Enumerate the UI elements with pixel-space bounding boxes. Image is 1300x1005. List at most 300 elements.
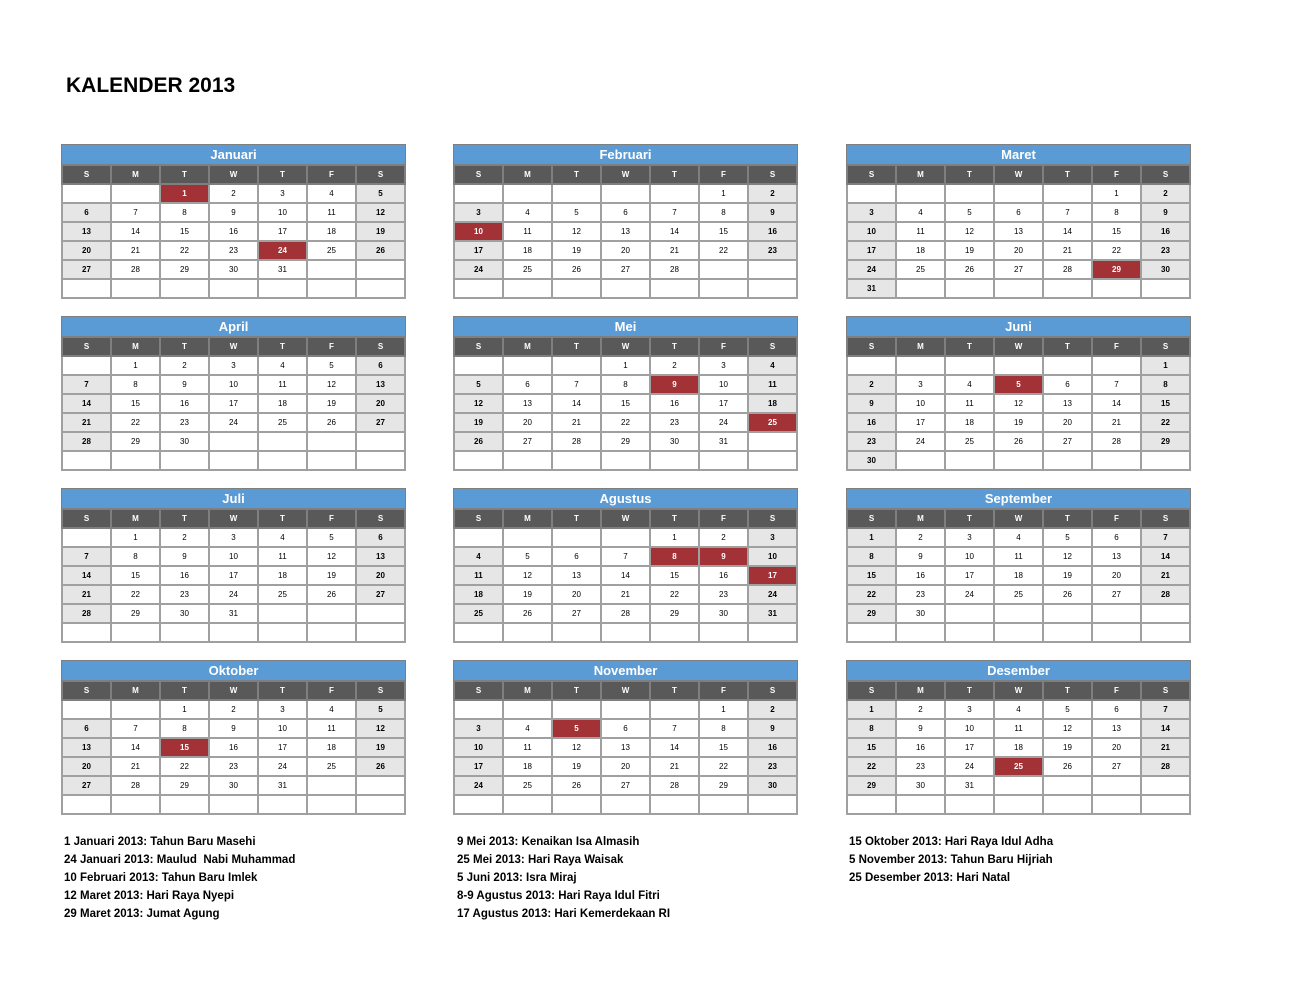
day-cell: 26: [994, 432, 1043, 451]
day-cell: 3: [209, 528, 258, 547]
holiday-day-cell: 10: [454, 222, 503, 241]
week-row: [62, 738, 405, 757]
month-title: Maret: [846, 144, 1191, 164]
day-cell: 18: [945, 413, 994, 432]
day-cell: 4: [258, 356, 307, 375]
day-cell: 26: [307, 413, 356, 432]
day-cell: 26: [945, 260, 994, 279]
day-cell: 13: [503, 394, 552, 413]
week-row: [847, 776, 1190, 795]
weekday-label: T: [650, 337, 699, 356]
week-row: [847, 241, 1190, 260]
day-cell: 19: [1043, 738, 1092, 757]
empty-cell: [699, 279, 748, 298]
holiday-notes-column-2: [457, 833, 670, 923]
day-cell: 7: [1141, 700, 1190, 719]
month-oktober: [61, 660, 406, 815]
day-cell: 8: [601, 375, 650, 394]
empty-cell: [160, 279, 209, 298]
empty-cell: [454, 279, 503, 298]
empty-cell: [111, 795, 160, 814]
day-cell: 5: [307, 528, 356, 547]
weekday-label: T: [258, 509, 307, 528]
day-cell: 25: [454, 604, 503, 623]
weekday-label: M: [896, 165, 945, 184]
empty-cell: [307, 623, 356, 642]
day-cell: 6: [356, 356, 405, 375]
day-cell: 19: [945, 241, 994, 260]
empty-cell: [1043, 776, 1092, 795]
day-cell: 19: [994, 413, 1043, 432]
day-cell: 14: [1141, 719, 1190, 738]
day-cell: 12: [356, 203, 405, 222]
holiday-note: 10 Februari 2013: Tahun Baru Imlek: [64, 872, 258, 884]
day-cell: 5: [552, 203, 601, 222]
day-cell: 5: [356, 184, 405, 203]
empty-cell: [1043, 451, 1092, 470]
week-row: [454, 241, 797, 260]
day-cell: 13: [1092, 719, 1141, 738]
weekday-label: F: [699, 337, 748, 356]
empty-cell: [601, 700, 650, 719]
day-cell: 22: [847, 585, 896, 604]
day-cell: 10: [748, 547, 797, 566]
day-cell: 14: [650, 738, 699, 757]
day-cell: 6: [552, 547, 601, 566]
month-november: [453, 660, 798, 815]
day-cell: 12: [307, 547, 356, 566]
day-cell: 17: [209, 566, 258, 585]
month-table: [61, 508, 406, 643]
week-row: [62, 776, 405, 795]
day-cell: 27: [62, 776, 111, 795]
day-cell: 17: [699, 394, 748, 413]
day-cell: 25: [258, 585, 307, 604]
day-cell: 29: [111, 432, 160, 451]
day-cell: 23: [748, 241, 797, 260]
day-cell: 31: [699, 432, 748, 451]
empty-cell: [209, 795, 258, 814]
holiday-day-cell: 25: [994, 757, 1043, 776]
day-cell: 30: [650, 432, 699, 451]
day-cell: 16: [209, 222, 258, 241]
empty-cell: [601, 184, 650, 203]
week-row: [62, 604, 405, 623]
week-row: [454, 528, 797, 547]
weekday-label: T: [552, 337, 601, 356]
week-row: [62, 623, 405, 642]
empty-cell: [847, 623, 896, 642]
day-cell: 11: [258, 375, 307, 394]
empty-cell: [945, 451, 994, 470]
holiday-note: 24 Januari 2013: Maulud Nabi Muhammad: [64, 854, 296, 866]
day-cell: 22: [847, 757, 896, 776]
day-cell: 11: [454, 566, 503, 585]
day-cell: 9: [896, 547, 945, 566]
day-cell: 11: [307, 719, 356, 738]
day-cell: 2: [748, 184, 797, 203]
day-cell: 24: [748, 585, 797, 604]
day-cell: 5: [307, 356, 356, 375]
day-cell: 29: [160, 776, 209, 795]
holiday-note: 5 Juni 2013: Isra Miraj: [457, 872, 577, 884]
day-cell: 21: [1141, 566, 1190, 585]
empty-cell: [945, 184, 994, 203]
week-row: [454, 776, 797, 795]
week-row: [62, 375, 405, 394]
day-cell: 6: [503, 375, 552, 394]
empty-cell: [945, 795, 994, 814]
day-cell: 27: [552, 604, 601, 623]
day-cell: 18: [748, 394, 797, 413]
month-mei: [453, 316, 798, 471]
empty-cell: [62, 184, 111, 203]
day-cell: 12: [1043, 547, 1092, 566]
week-row: [847, 184, 1190, 203]
day-cell: 24: [699, 413, 748, 432]
day-cell: 28: [1141, 757, 1190, 776]
weekday-label: W: [601, 165, 650, 184]
day-cell: 17: [896, 413, 945, 432]
day-cell: 28: [111, 260, 160, 279]
weekday-label: M: [111, 681, 160, 700]
day-cell: 1: [160, 700, 209, 719]
day-cell: 6: [1092, 528, 1141, 547]
month-title: Desember: [846, 660, 1191, 680]
weekday-label: S: [356, 509, 405, 528]
weekday-label: S: [748, 509, 797, 528]
day-cell: 2: [209, 700, 258, 719]
empty-cell: [307, 279, 356, 298]
day-cell: 11: [503, 738, 552, 757]
weekday-label: T: [1043, 509, 1092, 528]
day-cell: 21: [62, 413, 111, 432]
weekday-label: M: [111, 509, 160, 528]
holiday-notes-column-3: [849, 833, 1053, 887]
week-row: [454, 432, 797, 451]
holiday-note: 17 Agustus 2013: Hari Kemerdekaan RI: [457, 908, 671, 920]
day-cell: 28: [62, 604, 111, 623]
weekday-label: F: [307, 681, 356, 700]
day-cell: 4: [503, 719, 552, 738]
week-row: [62, 203, 405, 222]
day-cell: 10: [258, 719, 307, 738]
week-row: [62, 184, 405, 203]
week-row: [62, 394, 405, 413]
day-cell: 18: [896, 241, 945, 260]
week-row: [62, 356, 405, 375]
day-cell: 16: [896, 738, 945, 757]
empty-cell: [454, 528, 503, 547]
day-cell: 10: [896, 394, 945, 413]
day-cell: 12: [552, 738, 601, 757]
day-cell: 25: [307, 241, 356, 260]
month-februari: [453, 144, 798, 299]
day-cell: 13: [552, 566, 601, 585]
week-row: [847, 757, 1190, 776]
day-cell: 5: [1043, 700, 1092, 719]
empty-cell: [307, 795, 356, 814]
day-cell: 26: [552, 776, 601, 795]
day-cell: 18: [454, 585, 503, 604]
day-cell: 13: [994, 222, 1043, 241]
day-cell: 21: [1043, 241, 1092, 260]
day-cell: 9: [1141, 203, 1190, 222]
empty-cell: [945, 279, 994, 298]
day-cell: 13: [1043, 394, 1092, 413]
day-cell: 1: [1141, 356, 1190, 375]
day-cell: 26: [356, 241, 405, 260]
weekday-label: W: [209, 165, 258, 184]
day-cell: 16: [847, 413, 896, 432]
empty-cell: [1141, 623, 1190, 642]
empty-cell: [748, 795, 797, 814]
day-cell: 30: [748, 776, 797, 795]
empty-cell: [258, 623, 307, 642]
empty-cell: [994, 451, 1043, 470]
day-cell: 21: [1141, 738, 1190, 757]
empty-cell: [454, 184, 503, 203]
day-cell: 27: [1043, 432, 1092, 451]
day-cell: 7: [601, 547, 650, 566]
day-cell: 3: [454, 719, 503, 738]
weekday-label: T: [650, 165, 699, 184]
day-cell: 10: [209, 547, 258, 566]
weekday-label: F: [1092, 165, 1141, 184]
empty-cell: [503, 795, 552, 814]
week-row: [847, 356, 1190, 375]
week-row: [847, 604, 1190, 623]
day-cell: 13: [1092, 547, 1141, 566]
month-september: [846, 488, 1191, 643]
weekday-label: W: [601, 681, 650, 700]
day-cell: 30: [160, 432, 209, 451]
day-cell: 9: [847, 394, 896, 413]
weekday-label: W: [994, 509, 1043, 528]
empty-cell: [454, 623, 503, 642]
day-cell: 20: [356, 394, 405, 413]
weekday-label: T: [1043, 681, 1092, 700]
month-table: [453, 508, 798, 643]
day-cell: 11: [994, 719, 1043, 738]
day-cell: 10: [209, 375, 258, 394]
week-row: [454, 547, 797, 566]
day-cell: 29: [699, 776, 748, 795]
empty-cell: [356, 776, 405, 795]
day-cell: 18: [994, 738, 1043, 757]
month-title: Agustus: [453, 488, 798, 508]
day-cell: 6: [601, 719, 650, 738]
month-title: September: [846, 488, 1191, 508]
day-cell: 29: [160, 260, 209, 279]
empty-cell: [650, 279, 699, 298]
empty-cell: [258, 432, 307, 451]
month-title: Oktober: [61, 660, 406, 680]
day-cell: 1: [111, 356, 160, 375]
empty-cell: [62, 451, 111, 470]
empty-cell: [209, 623, 258, 642]
day-cell: 13: [601, 738, 650, 757]
week-row: [62, 566, 405, 585]
week-row: [62, 528, 405, 547]
day-cell: 2: [1141, 184, 1190, 203]
empty-cell: [945, 623, 994, 642]
day-cell: 23: [160, 413, 209, 432]
day-cell: 25: [503, 260, 552, 279]
weekday-label: T: [650, 509, 699, 528]
day-cell: 28: [650, 260, 699, 279]
weekday-label: S: [1141, 337, 1190, 356]
weekday-header-row: [454, 165, 797, 184]
day-cell: 10: [258, 203, 307, 222]
day-cell: 11: [258, 547, 307, 566]
day-cell: 25: [307, 757, 356, 776]
day-cell: 5: [1043, 528, 1092, 547]
empty-cell: [748, 279, 797, 298]
day-cell: 4: [896, 203, 945, 222]
day-cell: 6: [994, 203, 1043, 222]
day-cell: 31: [258, 776, 307, 795]
day-cell: 8: [160, 719, 209, 738]
empty-cell: [258, 451, 307, 470]
weekday-label: S: [62, 681, 111, 700]
day-cell: 12: [307, 375, 356, 394]
day-cell: 28: [62, 432, 111, 451]
week-row: [62, 547, 405, 566]
empty-cell: [699, 795, 748, 814]
day-cell: 7: [1092, 375, 1141, 394]
day-cell: 20: [1043, 413, 1092, 432]
day-cell: 27: [356, 585, 405, 604]
empty-cell: [552, 795, 601, 814]
empty-cell: [356, 432, 405, 451]
week-row: [62, 222, 405, 241]
day-cell: 13: [356, 547, 405, 566]
day-cell: 3: [748, 528, 797, 547]
month-table: [846, 336, 1191, 471]
weekday-label: T: [1043, 165, 1092, 184]
empty-cell: [62, 623, 111, 642]
day-cell: 29: [847, 776, 896, 795]
empty-cell: [356, 260, 405, 279]
week-row: [847, 203, 1190, 222]
day-cell: 16: [748, 222, 797, 241]
week-row: [847, 719, 1190, 738]
empty-cell: [994, 279, 1043, 298]
day-cell: 22: [160, 757, 209, 776]
holiday-day-cell: 9: [650, 375, 699, 394]
weekday-label: W: [994, 165, 1043, 184]
day-cell: 1: [111, 528, 160, 547]
holiday-day-cell: 1: [160, 184, 209, 203]
empty-cell: [258, 604, 307, 623]
month-juni: [846, 316, 1191, 471]
empty-cell: [1092, 795, 1141, 814]
day-cell: 3: [945, 528, 994, 547]
day-cell: 24: [258, 757, 307, 776]
month-title: April: [61, 316, 406, 336]
week-row: [454, 260, 797, 279]
day-cell: 23: [650, 413, 699, 432]
day-cell: 31: [945, 776, 994, 795]
week-row: [62, 241, 405, 260]
day-cell: 4: [454, 547, 503, 566]
empty-cell: [62, 356, 111, 375]
day-cell: 8: [111, 375, 160, 394]
day-cell: 18: [503, 757, 552, 776]
day-cell: 23: [209, 241, 258, 260]
empty-cell: [847, 795, 896, 814]
weekday-label: M: [111, 165, 160, 184]
day-cell: 21: [650, 241, 699, 260]
weekday-label: S: [454, 509, 503, 528]
day-cell: 2: [699, 528, 748, 547]
weekday-label: T: [552, 165, 601, 184]
holiday-day-cell: 8: [650, 547, 699, 566]
week-row: [454, 394, 797, 413]
day-cell: 4: [945, 375, 994, 394]
empty-cell: [650, 623, 699, 642]
day-cell: 16: [699, 566, 748, 585]
empty-cell: [356, 623, 405, 642]
month-table: [453, 336, 798, 471]
day-cell: 9: [160, 547, 209, 566]
day-cell: 19: [307, 394, 356, 413]
day-cell: 24: [896, 432, 945, 451]
weekday-label: T: [945, 165, 994, 184]
empty-cell: [896, 356, 945, 375]
empty-cell: [748, 432, 797, 451]
weekday-label: M: [896, 509, 945, 528]
day-cell: 2: [650, 356, 699, 375]
empty-cell: [601, 795, 650, 814]
weekday-label: S: [454, 337, 503, 356]
day-cell: 28: [601, 604, 650, 623]
empty-cell: [111, 451, 160, 470]
day-cell: 19: [307, 566, 356, 585]
day-cell: 27: [1092, 757, 1141, 776]
weekday-label: F: [1092, 681, 1141, 700]
day-cell: 27: [62, 260, 111, 279]
weekday-label: T: [650, 681, 699, 700]
weekday-label: S: [454, 681, 503, 700]
day-cell: 3: [209, 356, 258, 375]
empty-cell: [994, 604, 1043, 623]
day-cell: 9: [748, 719, 797, 738]
empty-cell: [847, 184, 896, 203]
day-cell: 3: [847, 203, 896, 222]
empty-cell: [650, 184, 699, 203]
empty-cell: [1141, 279, 1190, 298]
day-cell: 26: [1043, 585, 1092, 604]
month-title: Juli: [61, 488, 406, 508]
day-cell: 23: [160, 585, 209, 604]
empty-cell: [209, 279, 258, 298]
day-cell: 1: [847, 700, 896, 719]
day-cell: 2: [160, 528, 209, 547]
empty-cell: [896, 279, 945, 298]
empty-cell: [1141, 604, 1190, 623]
day-cell: 9: [896, 719, 945, 738]
day-cell: 26: [356, 757, 405, 776]
empty-cell: [601, 279, 650, 298]
day-cell: 20: [552, 585, 601, 604]
day-cell: 15: [160, 222, 209, 241]
month-title: Februari: [453, 144, 798, 164]
month-title: November: [453, 660, 798, 680]
weekday-label: T: [945, 681, 994, 700]
day-cell: 23: [209, 757, 258, 776]
